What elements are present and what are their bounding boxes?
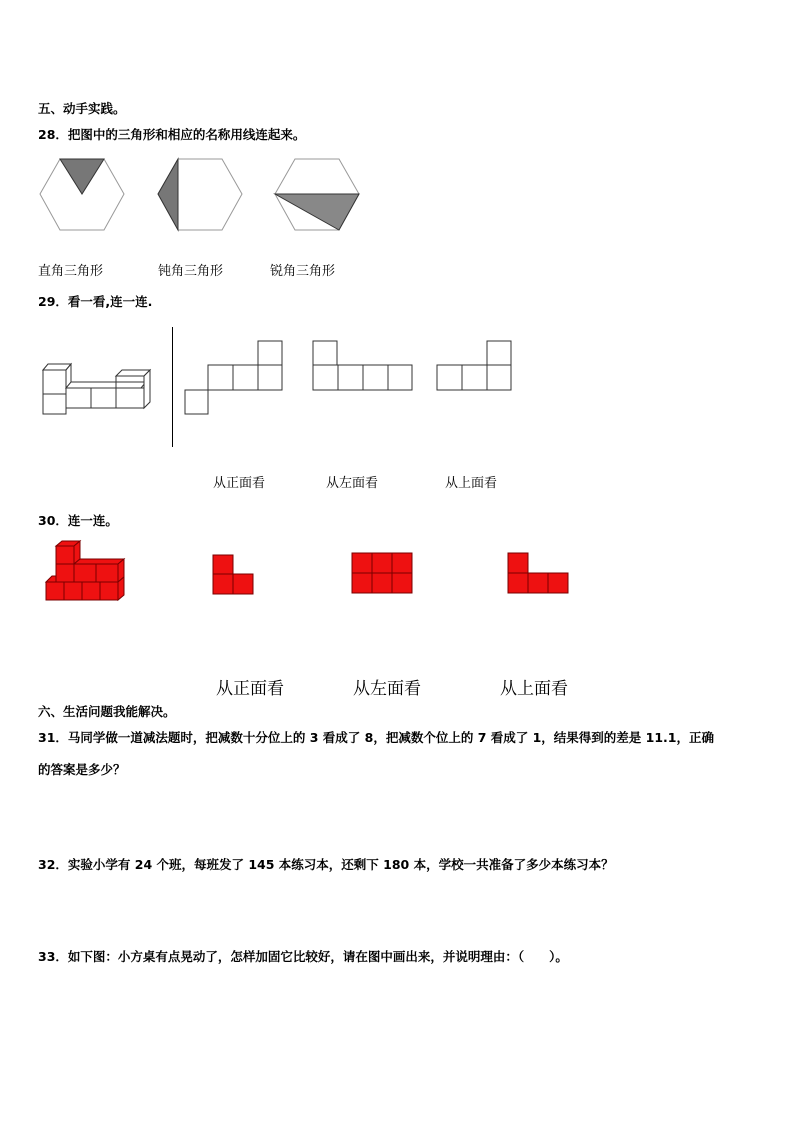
view-label: 从上面看 — [445, 476, 498, 491]
view-grid-c — [436, 340, 514, 392]
red-view-grid-a — [212, 554, 256, 596]
hexagon-right-triangle-figure — [38, 156, 128, 236]
view-grid-b — [312, 340, 414, 392]
triangle-name-label: 锐角三角形 — [270, 264, 336, 279]
view-grid-a — [184, 340, 284, 416]
question-30-text: 30．连一连。 — [38, 513, 118, 528]
question-31-text-continued: 的答案是多少？ — [38, 762, 126, 777]
view-label: 从左面看 — [326, 476, 379, 491]
hexagon-obtuse-triangle-figure — [156, 156, 246, 236]
red-cube-stack-3d-figure — [44, 540, 128, 604]
red-view-grid-b — [351, 552, 413, 596]
view-label: 从正面看 — [213, 476, 266, 491]
red-view-grid-c — [507, 552, 569, 596]
view-label: 从左面看 — [353, 679, 421, 699]
triangle-name-label: 直角三角形 — [38, 264, 104, 279]
view-label: 从正面看 — [216, 679, 284, 699]
section-heading: 六、生活问题我能解决。 — [38, 704, 176, 719]
question-33-text: 33．如下图：小方桌有点晃动了，怎样加固它比较好，请在图中画出来，并说明理由：（ ）。 — [38, 949, 568, 964]
question-32-text: 32．实验小学有 24 个班，每班发了 145 本练习本，还剩下 180 本，学校一共准备了多少本练习本？ — [38, 857, 614, 872]
question-31-text: 31．马同学做一道减法题时，把减数十分位上的 3 看成了 8，把减数个位上的 7 看成了 1，结果得到的差是 11.1，正确 — [38, 730, 714, 745]
section-heading: 五、动手实践。 — [38, 101, 126, 116]
triangle-name-label: 钝角三角形 — [158, 264, 224, 279]
divider-line — [172, 327, 173, 447]
view-label: 从上面看 — [500, 679, 568, 699]
question-29-text: 29．看一看,连一连. — [38, 294, 153, 309]
question-28-text: 28．把图中的三角形和相应的名称用线连起来。 — [38, 127, 306, 142]
cube-stack-3d-figure — [38, 360, 158, 420]
hexagon-acute-triangle-figure — [273, 156, 363, 236]
